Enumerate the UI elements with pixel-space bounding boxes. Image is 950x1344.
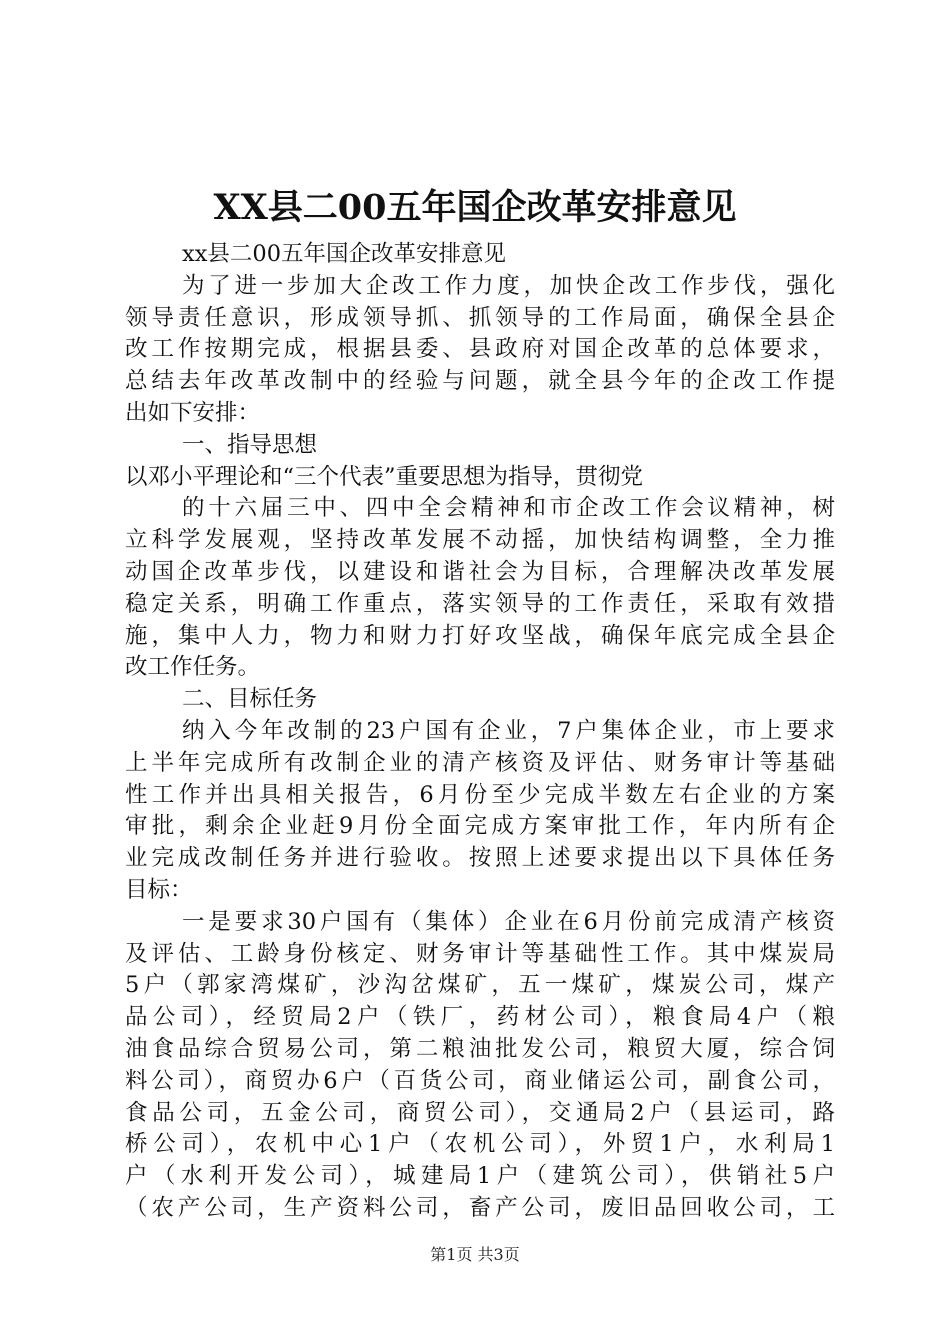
text-line: 改工作按期完成，根据县委、县政府对国企改革的总体要求， bbox=[125, 336, 835, 363]
text-line: 总结去年改革改制中的经验与问题，就全县今年的企改工作提 bbox=[125, 368, 835, 395]
text-line: 食品公司，五金公司，商贸公司），交通局2户（县运司，路 bbox=[125, 1099, 835, 1126]
text-line: 业完成改制任务并进行验收。按照上述要求提出以下具体任务 bbox=[125, 845, 835, 872]
text-line: 桥公司），农机中心1户（农机公司），外贸1户，水利局1 bbox=[125, 1131, 835, 1158]
text-line: 5户（郭家湾煤矿，沙沟岔煤矿，五一煤矿，煤炭公司，煤产 bbox=[125, 972, 835, 999]
text-line: 为了进一步加大企改工作力度，加快企改工作步伐，强化 bbox=[182, 272, 835, 299]
text-line: 改工作任务。 bbox=[125, 654, 261, 681]
text-line: 的十六届三中、四中全会精神和市企改工作会议精神，树 bbox=[182, 495, 835, 522]
text-line: 油食品综合贸易公司，第二粮油批发公司，粮贸大厦，综合饲 bbox=[125, 1035, 835, 1062]
text-line: 动国企改革步伐，以建设和谐社会为目标，合理解决改革发展 bbox=[125, 558, 835, 585]
text-line: 施，集中人力，物力和财力打好攻坚战，确保年底完成全县企 bbox=[125, 622, 835, 649]
text-line: （农产公司，生产资料公司，畜产公司，废旧品回收公司，工 bbox=[125, 1194, 835, 1221]
document-title: XX县二00五年国企改革安排意见 bbox=[213, 187, 737, 228]
text-line: 品公司），经贸局2户（铁厂，药材公司），粮食局4户（粮 bbox=[125, 1004, 835, 1031]
text-line: 一是要求30户国有（集体）企业在6月份前完成清产核资 bbox=[182, 908, 835, 935]
text-line: xx县二00五年国企改革安排意见 bbox=[182, 241, 507, 267]
text-line: 户（水利开发公司），城建局1户（建筑公司），供销社5户 bbox=[125, 1163, 835, 1190]
text-line: 性工作并出具相关报告，6月份至少完成半数左右企业的方案 bbox=[125, 781, 835, 808]
page-footer: 第1页 共3页 bbox=[430, 1245, 520, 1264]
text-line: 立科学发展观，坚持改革发展不动摇，加快结构调整，全力推 bbox=[125, 527, 835, 554]
text-line: 二、目标任务 bbox=[182, 686, 318, 713]
text-line: 目标： bbox=[125, 876, 193, 903]
text-line: 以邓小平理论和“三个代表”重要思想为指导，贯彻党 bbox=[125, 463, 644, 490]
text-line: 纳入今年改制的23户国有企业，7户集体企业，市上要求 bbox=[182, 717, 835, 744]
document-body bbox=[125, 239, 835, 1225]
text-line: 及评估、工龄身份核定、财务审计等基础性工作。其中煤炭局 bbox=[125, 940, 835, 967]
text-line: 料公司），商贸办6户（百货公司，商业储运公司，副食公司， bbox=[125, 1067, 835, 1094]
text-line: 一、指导思想 bbox=[182, 431, 318, 458]
text-line: 稳定关系，明确工作重点，落实领导的工作责任，采取有效措 bbox=[125, 590, 835, 617]
text-line: 领导责任意识，形成领导抓、抓领导的工作局面，确保全县企 bbox=[125, 304, 835, 331]
text-line: 上半年完成所有改制企业的清产核资及评估、财务审计等基础 bbox=[125, 749, 835, 776]
text-line: 出如下安排： bbox=[125, 399, 261, 426]
text-line: 审批，剩余企业赶9月份全面完成方案审批工作，年内所有企 bbox=[125, 813, 835, 840]
